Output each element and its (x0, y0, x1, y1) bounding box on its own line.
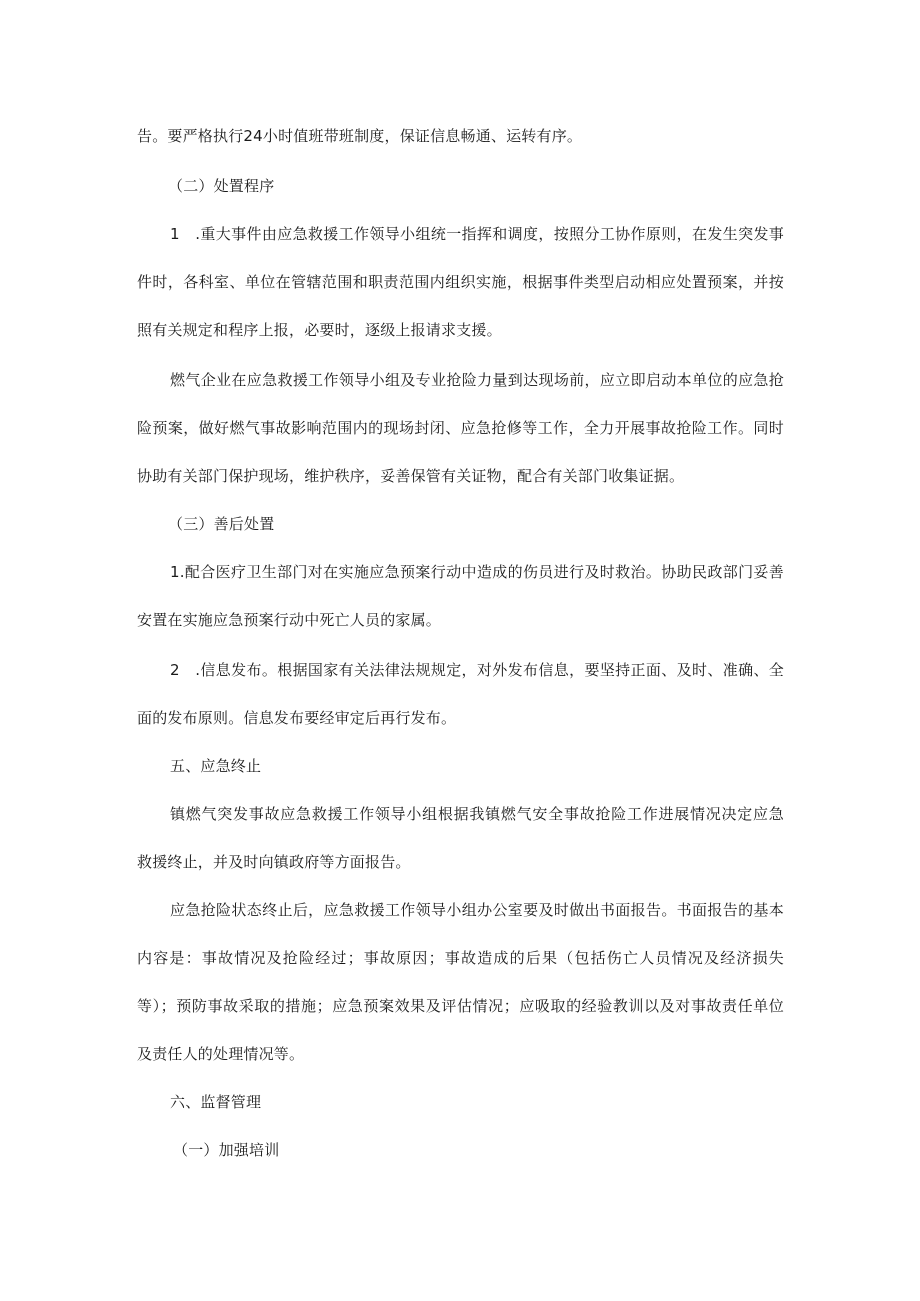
paragraph-line: 2 .信息发布。根据国家有关法律法规规定，对外发布信息，要坚持正面、及时、准确、全 (170, 661, 784, 679)
paragraph-line: 镇燃气突发事故应急救援工作领导小组根据我镇燃气安全事故抢险工作进展情况决定应急 (170, 805, 784, 823)
paragraph-line: 燃气企业在应急救援工作领导小组及专业抢险力量到达现场前，应立即启动本单位的应急抢 (170, 371, 784, 389)
paragraph-line: 照有关规定和程序上报，必要时，逐级上报请求支援。 (137, 321, 502, 339)
paragraph-line: 及责任人的处理情况等。 (137, 1045, 305, 1063)
chapter-heading: 六、监督管理 (170, 1093, 262, 1111)
paragraph-line: 协助有关部门保护现场，维护秩序，妥善保管有关证物，配合有关部门收集证据。 (137, 467, 685, 485)
paragraph-line: 应急抢险状态终止后，应急救援工作领导小组办公室要及时做出书面报告。书面报告的基本 (170, 901, 784, 919)
section-heading: （三）善后处置 (168, 515, 275, 533)
paragraph-line: 面的发布原则。信息发布要经审定后再行发布。 (137, 709, 457, 727)
paragraph-line: 救援终止，并及时向镇政府等方面报告。 (137, 853, 411, 871)
paragraph-line: 告。要严格执行24小时值班带班制度，保证信息畅通、运转有序。 (137, 127, 583, 145)
chapter-heading: 五、应急终止 (170, 757, 262, 775)
section-heading: （一）加强培训 (173, 1141, 280, 1159)
section-heading: （二）处置程序 (168, 177, 275, 195)
paragraph-line: 1.配合医疗卫生部门对在实施应急预案行动中造成的伤员进行及时救治。协助民政部门妥善 (170, 563, 784, 581)
paragraph-line: 1 .重大事件由应急救援工作领导小组统一指挥和调度，按照分工协作原则，在发生突发事 (170, 225, 784, 243)
paragraph-line: 等）；预防事故采取的措施；应急预案效果及评估情况；应吸取的经验教训以及对事故责任单位 (137, 997, 784, 1015)
paragraph-line: 件时，各科室、单位在管辖范围和职责范围内组织实施，根据事件类型启动相应处置预案，并按 (137, 273, 784, 291)
paragraph-line: 险预案，做好燃气事故影响范围内的现场封闭、应急抢修等工作，全力开展事故抢险工作。同时 (137, 419, 784, 437)
paragraph-line: 安置在实施应急预案行动中死亡人员的家属。 (137, 611, 442, 629)
paragraph-line: 内容是：事故情况及抢险经过；事故原因；事故造成的后果（包括伤亡人员情况及经济损失 (137, 949, 784, 967)
